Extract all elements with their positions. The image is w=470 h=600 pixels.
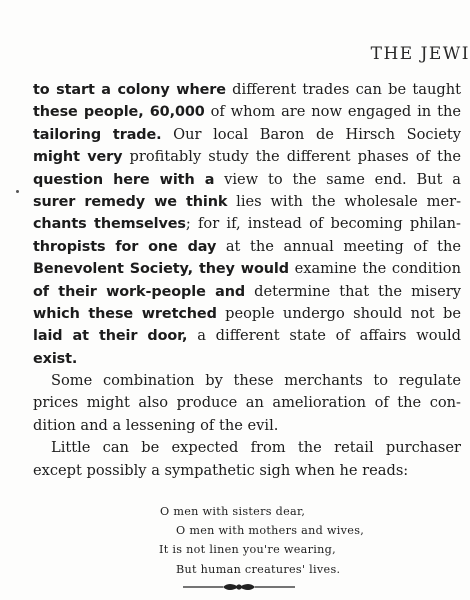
bold-text-segment: to start a colony where: [33, 82, 226, 98]
stray-ink-mark: [16, 190, 19, 193]
poem-line: O men with mothers and wives,: [176, 524, 365, 538]
text-line: [33, 169, 461, 191]
bold-text-segment: tailoring trade.: [33, 126, 162, 143]
text-line: [33, 415, 461, 437]
text-segment: Our local Baron de Hirsch Society: [161, 125, 461, 143]
text-line: [33, 258, 461, 280]
poem-line: But human creatures' lives.: [176, 562, 341, 576]
bold-text-segment: exist.: [33, 350, 78, 367]
text-line: [33, 348, 461, 370]
text-segment: Little can be expected from the retail purchaser: [51, 439, 461, 457]
text-line: [33, 79, 461, 101]
running-head: THE JEWI: [370, 44, 470, 64]
text-segment: of whom are now engaged in the: [204, 103, 462, 121]
text-segment: profitably study the different phases of the: [122, 148, 462, 166]
poem-quote: [0, 502, 470, 579]
text-line: [33, 437, 461, 459]
text-segment: determine that the misery: [245, 282, 461, 300]
text-segment: examine the condition: [288, 260, 461, 278]
ornament-divider: [183, 580, 295, 594]
text-line: [33, 370, 461, 392]
text-segment: except possibly a sympathetic sigh when he reads:: [33, 461, 409, 479]
text-line: [33, 325, 461, 347]
text-line: [33, 236, 461, 258]
text-segment: view to the same end. But a: [214, 170, 461, 188]
text-line: [33, 191, 461, 213]
bold-text-segment: surer remedy we think: [33, 193, 228, 210]
text-line: [33, 213, 461, 235]
poem-line: O men with sisters dear,: [160, 505, 306, 518]
bold-text-segment: of their work-people and: [33, 283, 246, 300]
bold-text-segment: these people, 60,000: [33, 104, 205, 121]
text-segment: different trades can be taught: [225, 81, 461, 98]
bold-text-segment: which these wretched: [33, 305, 217, 322]
text-segment: dition and a lessening of the evil.: [33, 416, 279, 434]
text-line: [33, 101, 461, 123]
bold-text-segment: thropists for one day: [33, 238, 217, 255]
text-segment: prices might also produce an amelioration of the con-: [33, 394, 461, 412]
text-line: [33, 124, 461, 146]
text-line: [33, 146, 461, 168]
text-segment: at the annual meeting of the: [216, 237, 461, 255]
text-line: [33, 281, 461, 303]
text-segment: ; for if, instead of becoming philan-: [185, 215, 461, 233]
text-segment: Some combination by these merchants to regulate: [51, 372, 461, 390]
bold-text-segment: chants themselves: [33, 216, 186, 233]
text-segment: people undergo should not be: [216, 304, 461, 322]
article-body: [33, 79, 461, 482]
text-line: [33, 392, 461, 414]
text-segment: lies with the wholesale mer-: [227, 192, 461, 210]
text-line: [33, 303, 461, 325]
text-segment: a different state of affairs would: [187, 327, 461, 345]
bold-text-segment: laid at their door,: [33, 328, 188, 345]
bold-text-segment: question here with a: [33, 171, 215, 188]
text-line: [33, 460, 461, 482]
bold-text-segment: might very: [33, 149, 123, 166]
bold-text-segment: Benevolent Society, they would: [33, 261, 289, 278]
poem-line: It is not linen you're wearing,: [159, 543, 336, 557]
